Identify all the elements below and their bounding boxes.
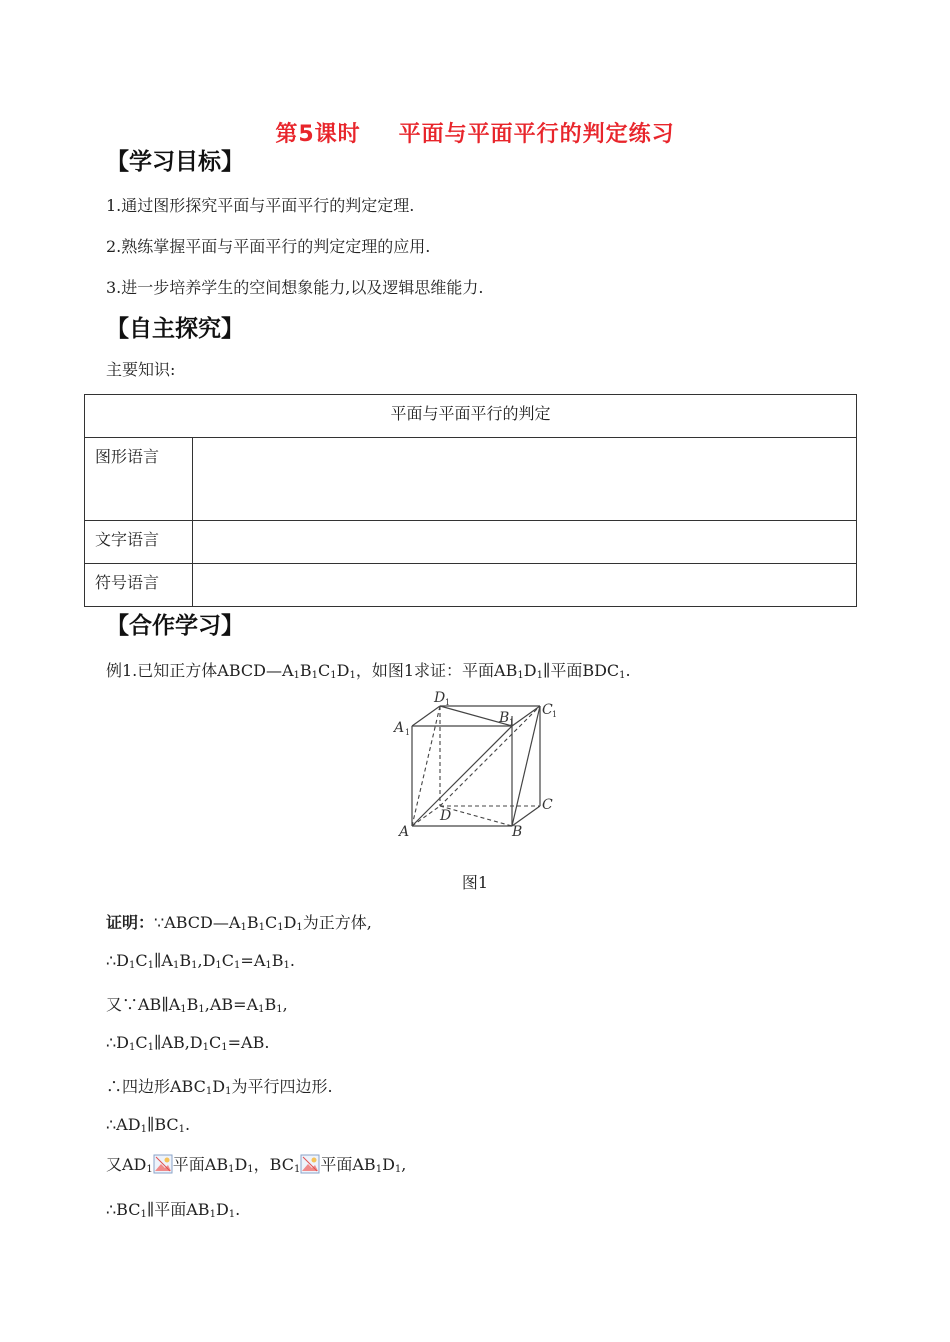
label-C1-sub: 1 [552, 710, 558, 719]
label-A1: A [394, 720, 405, 736]
row-cell-text[interactable] [193, 521, 857, 564]
section-coop-heading: 【合作学习】 [106, 613, 244, 639]
label-A1-sub: 1 [405, 728, 411, 737]
section-goals-heading: 【学习目标】 [106, 149, 244, 175]
section-explore-heading: 【自主探究】 [106, 316, 244, 342]
proof-line-1: 证明：$\because ABCD—A_1B_1C_1D_1$为正方体, [106, 913, 372, 933]
proof-line-6: $\therefore AD_1\parallel BC_1$. [106, 1115, 191, 1135]
proof-line-5: ∴四边形$ABC_1D_1$为平行四边形. [106, 1077, 333, 1097]
label-A: A [399, 824, 410, 840]
proof-line-3: 又$\because AB\parallel A_1B_1,AB=A_1B_1$, [106, 995, 288, 1015]
broken-image-icon [153, 1154, 173, 1174]
diag-AB1 [412, 726, 512, 826]
table-header: 平面与平面平行的判定 [85, 395, 857, 438]
label-D: D [440, 808, 452, 824]
row-cell-graphic[interactable] [193, 438, 857, 521]
label-D1: D [434, 690, 446, 706]
goal-item-1: 1.通过图形探究平面与平面平行的判定定理. [106, 196, 415, 215]
label-D1-sub: 1 [445, 698, 451, 707]
goal-item-2: 2.熟练掌握平面与平面平行的判定定理的应用. [106, 237, 431, 256]
label-B: B [512, 824, 523, 840]
proof-line-7: 又$AD_1$ 平面$AB_1D_1$，$BC_1$ 平面$AB_1D_1$, [106, 1155, 407, 1175]
cube-figure [390, 688, 565, 840]
label-B1-sub: 1 [509, 718, 515, 727]
lesson-topic: 平面与平面平行的判定练习 [398, 122, 675, 147]
hidden-AD1 [412, 706, 440, 826]
proof-label: 证明： [106, 913, 155, 932]
diag-BC1 [512, 706, 540, 826]
label-C1: C [542, 702, 553, 718]
main-knowledge-label: 主要知识: [106, 360, 176, 379]
row-label-text: 文字语言 [85, 521, 193, 564]
row-cell-symbol[interactable] [193, 564, 857, 607]
figure-caption: 图1 [461, 873, 489, 892]
knowledge-table [84, 394, 857, 607]
example-1-statement: 例1.已知正方体$ABCD—A_1B_1C_1D_1$，如图1求证：平面$AB_1D_1\parallel$平面$BDC_1$. [106, 661, 631, 681]
lesson-number: 第5课时 [275, 122, 361, 147]
goal-item-3: 3.进一步培养学生的空间想象能力,以及逻辑思维能力. [106, 278, 484, 297]
label-B1: B [499, 710, 510, 726]
row-label-graphic: 图形语言 [85, 438, 193, 521]
row-label-symbol: 符号语言 [85, 564, 193, 607]
proof-line-8: $\therefore BC_1\parallel$平面$AB_1D_1$. [106, 1200, 241, 1220]
proof-line-4: $\therefore D_1C_1\parallel AB,D_1C_1=AB$. [106, 1033, 270, 1053]
hidden-DC1 [440, 706, 540, 806]
proof-line-2: $\therefore D_1C_1\parallel A_1B_1,D_1C_1=A_1B_1$. [106, 951, 295, 971]
broken-image-icon [300, 1154, 320, 1174]
label-C: C [542, 797, 553, 813]
